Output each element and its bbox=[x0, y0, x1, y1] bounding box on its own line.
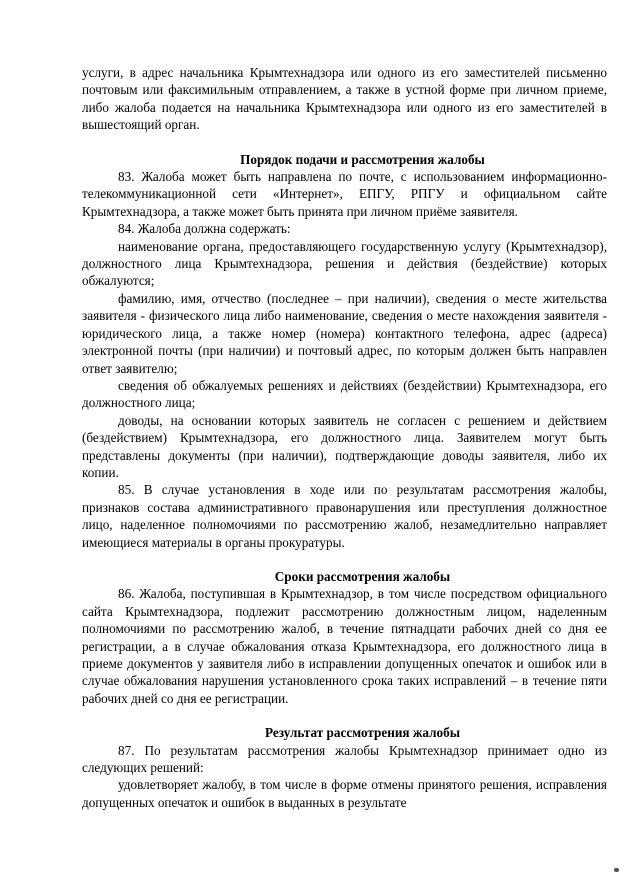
paragraph-86: 86. Жалоба, поступившая в Крымтехнадзор, в том числе посредством официального сайта Крымтехнадзора, подлежит рассмотрению должностным лицом, наделенным полномочиями по рассмотрению жалоб, в течение пятнадцати рабочих дней со дня ее регистрации, а в случае обжалования отказа Крымтехнадзора, его должностного лица в приеме документов у заявителя либо в исправлении допущенных опечаток и ошибок или в случае обжалования нарушения установленного срока таких исправлений – в течение пяти рабочих дней со дня ее регистрации. bbox=[82, 586, 607, 706]
scan-artifact-mark bbox=[614, 868, 619, 872]
paragraph-84-item-a: наименование органа, предоставляющего государственную услугу (Крымтехнадзор), должностного лица Крымтехнадзора, решения и действия (бездействие) которых обжалуются; bbox=[82, 238, 607, 289]
paragraph-intro: услуги, в адрес начальника Крымтехнадзора или одного из его заместителей письменно почтовым или факсимильным отправлением, а также в устной форме при личном приеме, либо жалоба подается на начальника Крымтехнадзора или одного из его заместителей в вышестоящий орган. bbox=[82, 65, 607, 133]
paragraph-87: 87. По результатам рассмотрения жалобы Крымтехнадзор принимает одно из следующих решений: bbox=[82, 742, 607, 776]
heading-submission-procedure: Порядок подачи и рассмотрения жалобы bbox=[240, 151, 485, 167]
paragraph-84-item-d: доводы, на основании которых заявитель не согласен с решением и действием (бездействием) Крымтехнадзора, его должностного лица. Заявителем могут быть представлены документы (при наличии), подтверждающие доводы заявителя, либо их копии. bbox=[82, 412, 607, 480]
document-body bbox=[82, 64, 607, 811]
heading-review-terms: Сроки рассмотрения жалобы bbox=[274, 568, 451, 584]
paragraph-87-item-a: удовлетворяет жалобу, в том числе в форме отмены принятого решения, исправления допущенных опечаток и ошибок в выданных в результате bbox=[82, 777, 607, 810]
paragraph-84-item-c: сведения об обжалуемых решениях и действиях (бездействии) Крымтехнадзора, его должностного лица; bbox=[82, 377, 607, 411]
paragraph-83: 83. Жалоба может быть направлена по почте, с использованием информационно-телекоммуникационной сети «Интернет», ЕПГУ, РПГУ и официальном сайте Крымтехнадзора, а также может быть принята при личном приёме заявителя. bbox=[82, 169, 607, 219]
heading-review-result: Результат рассмотрения жалобы bbox=[264, 725, 461, 741]
paragraph-84: 84. Жалоба должна содержать: bbox=[118, 221, 291, 237]
paragraph-85: 85. В случае установления в ходе или по результатам рассмотрения жалобы, признаков состава административного правонарушения или преступления должностное лицо, наделенное полномочиями по рассмотрению жалоб, незамедлительно направляет имеющиеся материалы в органы прокуратуры. bbox=[82, 482, 607, 550]
paragraph-84-item-b: фамилию, имя, отчество (последнее – при наличии), сведения о месте жительства заявителя - физического лица либо наименование, сведения о месте нахождения заявителя - юридического лица, а также номер (номера) контактного телефона, адрес (адреса) электронной почты (при наличии) и почтовый адрес, по которым должен быть направлен ответ заявителю; bbox=[82, 290, 607, 376]
